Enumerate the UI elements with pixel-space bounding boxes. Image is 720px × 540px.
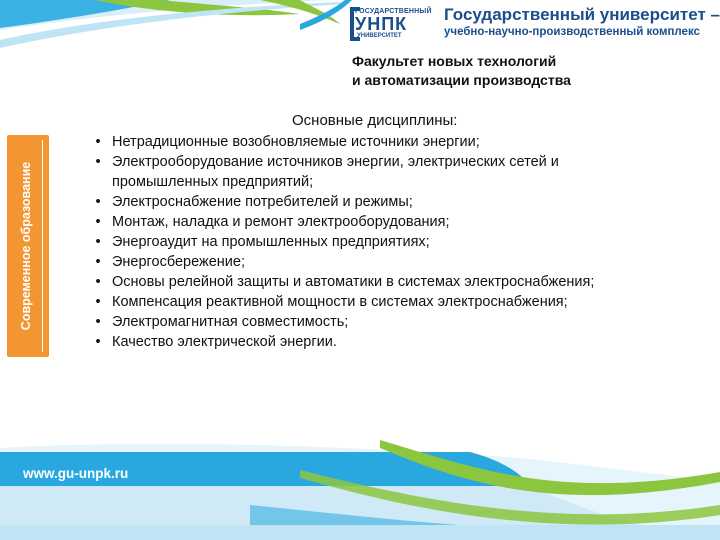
- side-label-divider: [42, 140, 43, 352]
- side-label-text: Современное образование: [19, 161, 33, 331]
- bullet-icon: •: [95, 254, 101, 270]
- list-item: [92, 272, 714, 292]
- list-item: [92, 332, 714, 352]
- logo-abbreviation: УНПК: [355, 14, 408, 34]
- list-item: [92, 152, 714, 192]
- university-logo: [349, 6, 432, 42]
- list-item: [92, 312, 714, 332]
- bullet-icon: •: [95, 274, 101, 290]
- bullet-icon: •: [95, 214, 101, 230]
- list-item-text: Монтаж, наладка и ремонт электрооборудования;: [112, 214, 450, 230]
- university-subtitle: учебно-научно-производственный комплекс: [444, 26, 700, 38]
- list-item-text: Электромагнитная совместимость;: [112, 314, 349, 330]
- list-item-text-continuation: промышленных предприятий;: [112, 174, 314, 190]
- list-item: [92, 212, 714, 232]
- list-item-text: Энергоаудит на промышленных предприятиях;: [112, 234, 430, 250]
- list-item-text: Энергосбережение;: [112, 254, 245, 270]
- bullet-icon: •: [95, 134, 101, 150]
- list-item-text: Качество электрической энергии.: [112, 334, 337, 350]
- university-title: Государственный университет –: [444, 5, 720, 24]
- list-item-text: Электроснабжение потребителей и режимы;: [112, 194, 413, 210]
- bullet-icon: •: [95, 154, 101, 170]
- bullet-icon: •: [95, 294, 101, 310]
- list-item: [92, 232, 714, 252]
- faculty-line-2: и автоматизации производства: [352, 72, 571, 88]
- disciplines-title: Основные дисциплины:: [292, 112, 458, 129]
- footer-website-url: www.gu-unpk.ru: [23, 466, 129, 481]
- bullet-icon: •: [95, 194, 101, 210]
- faculty-line-1: Факультет новых технологий: [352, 53, 557, 69]
- logo-bottom-text: УНИВЕРСИТЕТ: [357, 33, 402, 39]
- list-item: [92, 132, 714, 152]
- list-item-text: Компенсация реактивной мощности в системах электроснабжения;: [112, 294, 568, 310]
- faculty-heading: [352, 52, 571, 90]
- list-item: [92, 252, 714, 272]
- disciplines-list: [92, 132, 714, 352]
- list-item: [92, 192, 714, 212]
- list-item-text: Электрооборудование источников энергии, электрических сетей и: [112, 154, 559, 170]
- bullet-icon: •: [95, 334, 101, 350]
- list-item-text: Нетрадиционные возобновляемые источники энергии;: [112, 134, 480, 150]
- bullet-icon: •: [95, 234, 101, 250]
- bullet-icon: •: [95, 314, 101, 330]
- list-item: [92, 292, 714, 312]
- list-item-text: Основы релейной защиты и автоматики в системах электроснабжения;: [112, 274, 595, 290]
- logo-top-text: ГОСУДАРСТВЕННЫЙ: [355, 8, 432, 15]
